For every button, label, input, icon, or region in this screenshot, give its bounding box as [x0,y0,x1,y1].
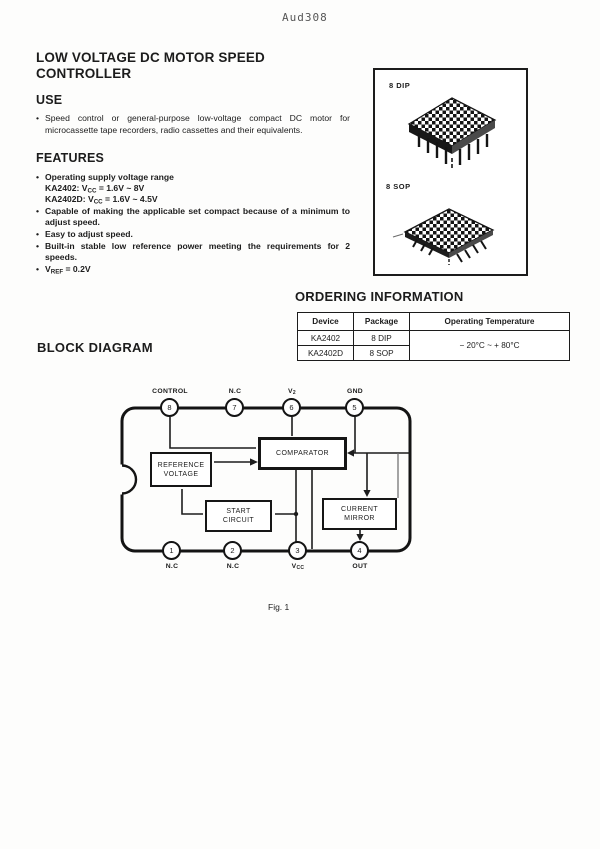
pin-number: 5 [352,403,357,412]
pin-label-nc-1: N.C [165,563,179,570]
pin-label-text: V [288,388,293,395]
feature-text: KA2402D: V [45,194,94,204]
feature-item [36,241,350,263]
page-title: LOW VOLTAGE DC MOTOR SPEED CONTROLLER [36,50,265,81]
feature-text: V [45,264,51,274]
pin-number: 4 [357,546,362,555]
current-mirror-block [322,498,397,530]
pin-number: 3 [295,546,300,555]
pin-circle-3 [288,541,307,560]
pin-number: 6 [289,403,294,412]
sop-package-label: 8 SOP [386,182,411,191]
pin-label-nc-top: N.C [228,388,242,395]
ordering-information-heading: ORDERING INFORMATION [295,289,464,304]
bullet-glyph: • [36,241,40,251]
feature-text: = 1.6V ~ 4.5V [102,194,158,204]
feature-item [36,206,350,228]
figure-caption: Fig. 1 [268,602,290,612]
feature-text: Capable of making the applicable set compact because of a minimum to adjust speed. [45,206,350,227]
pin-circle-8 [160,398,179,417]
dip-package-illustration [397,86,507,174]
subscript: REF [50,268,64,276]
use-paragraph [36,113,350,136]
use-text: Speed control or general-purpose low-voltage compact DC motor for microcassette tape recorders, radio cassettes and their equivalents. [45,113,350,135]
pin-number: 1 [169,546,174,555]
start-circuit-block [205,500,272,532]
feature-item [36,172,350,183]
block-label: CIRCUIT [222,517,255,524]
pin-number: 7 [232,403,237,412]
pin-label-v2 [288,388,296,395]
pin-label-out: OUT [352,563,368,570]
document-code: Aud308 [282,11,328,24]
features-list [36,172,350,275]
bullet-glyph: • [36,229,40,239]
feature-text: KA2402: V [45,183,88,193]
feature-item [36,229,350,240]
block-label: REFERENCE [157,461,205,469]
block-label: COMPARATOR [275,450,329,457]
block-diagram-heading: BLOCK DIAGRAM [37,340,153,355]
feature-text: Built-in stable low reference power meeting the requirements for 2 speeds. [45,241,350,262]
feature-text: = 1.6V ~ 8V [96,183,145,193]
comparator-block [258,437,347,470]
package-outline-box [373,68,528,276]
bullet-glyph: • [36,113,40,123]
table-header-row [298,313,570,331]
block-label: MIRROR [344,515,375,522]
feature-text: Operating supply voltage range [45,172,174,182]
feature-text: = 0.2V [63,264,91,274]
bullet-glyph: • [36,264,40,274]
subscript: CC [93,198,103,206]
pin-circle-7 [225,398,244,417]
bullet-glyph: • [36,206,40,216]
ordering-table [297,312,570,361]
feature-subline [36,183,350,194]
feature-subline [36,194,350,205]
column-header-device: Device [298,313,354,331]
pin-circle-4 [350,541,369,560]
subscript: 2 [292,390,296,396]
pin-label-gnd: GND [346,388,364,395]
pin-circle-5 [345,398,364,417]
block-label: VOLTAGE [163,470,199,478]
device-cell: KA2402D [298,346,354,361]
block-label: START [226,508,251,515]
pin-label-text: V [291,563,297,570]
bullet-glyph: • [36,172,40,182]
package-cell: 8 DIP [354,331,410,346]
pin-number: 2 [230,546,235,555]
device-cell: KA2402 [298,331,354,346]
reference-voltage-block [150,452,212,487]
left-column [36,50,350,275]
features-heading: FEATURES [36,151,105,165]
subscript: CC [87,187,97,195]
column-header-operating-temperature: Operating Temperature [410,313,570,331]
subscript: CC [296,565,305,571]
pin-number: 8 [167,403,172,412]
temperature-cell: − 20°C ~ + 80°C [410,331,570,361]
package-cell: 8 SOP [354,346,410,361]
block-label: CURRENT [340,506,379,513]
dip-package-label: 8 DIP [389,81,411,90]
feature-text [45,264,91,275]
feature-item [36,264,350,275]
pin-circle-1 [162,541,181,560]
pin-circle-6 [282,398,301,417]
pin-label-control: CONTROL [152,388,188,395]
column-header-package: Package [354,313,410,331]
sop-package-illustration [391,196,507,268]
use-heading: USE [36,93,63,107]
feature-text: Easy to adjust speed. [45,229,133,239]
pin-label-vcc [292,563,305,570]
table-row [298,331,570,346]
pin-circle-2 [223,541,242,560]
pin-label-nc-2: N.C [226,563,240,570]
